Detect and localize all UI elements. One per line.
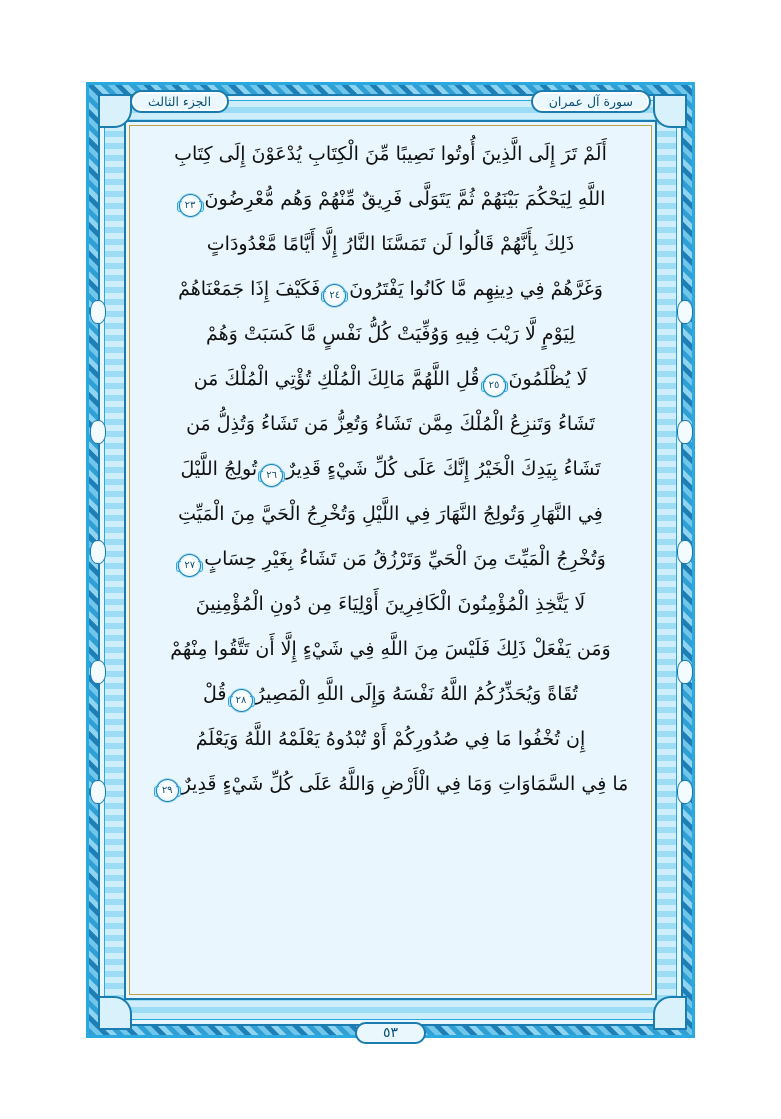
ayah-line [136, 177, 645, 222]
ayah-line [136, 357, 645, 402]
ayah-line [136, 582, 645, 627]
ayah-text: لِيَوْمٍ لَّا رَيْبَ فِيهِ وَوُفِّيَتْ كُلُّ نَفْسٍ مَّا كَسَبَتْ وَهُمْ [206, 323, 575, 345]
ayah-text: اللَّهِ لِيَحْكُمَ بَيْنَهُمْ ثُمَّ يَتَوَلَّى فَرِيقٌ مِّنْهُمْ وَهُم مُّعْرِضُونَ [204, 188, 606, 210]
side-medallion [90, 540, 106, 564]
ayah-line [136, 717, 645, 762]
ayah-text: ذَلِكَ بِأَنَّهُمْ قَالُوا لَن تَمَسَّنَا النَّارُ إِلَّا أَيَّامًا مَّعْدُودَاتٍ [206, 233, 575, 255]
ayah-text-continued: قُلْ [203, 683, 227, 705]
ayah-number-marker: ٢٩ [156, 779, 179, 802]
ayah-text: أَلَمْ تَرَ إِلَى الَّذِينَ أُوتُوا نَصِيبًا مِّنَ الْكِتَابِ يُدْعَوْنَ إِلَى كِتَابِ [174, 143, 607, 165]
ayah-text-continued: تُولِجُ اللَّيْلَ [180, 458, 258, 480]
ayah-text: وَغَرَّهُمْ فِي دِينِهِم مَّا كَانُوا يَفْتَرُونَ [349, 278, 603, 300]
ayah-number-marker: ٢٣ [179, 194, 202, 217]
ayah-line [136, 447, 645, 492]
ayah-number-marker: ٢٦ [260, 464, 283, 487]
ayah-number-marker: ٢٨ [230, 689, 253, 712]
side-medallion [677, 780, 693, 804]
ayah-line [136, 132, 645, 177]
ayah-text: لَا يُظْلَمُونَ [508, 368, 588, 390]
side-medallion [677, 660, 693, 684]
side-medallion [90, 660, 106, 684]
ayah-line [136, 672, 645, 717]
ayah-text: مَا فِي السَّمَاوَاتِ وَمَا فِي الْأَرْضِ وَاللَّهُ عَلَى كُلِّ شَيْءٍ قَدِيرٌ [181, 773, 629, 795]
ayah-line [136, 627, 645, 672]
ayah-line [136, 537, 645, 582]
ayah-text: فِي النَّهَارِ وَتُولِجُ النَّهَارَ فِي اللَّيْلِ وَتُخْرِجُ الْحَيَّ مِنَ الْمَيِّتِ [178, 503, 603, 525]
ayah-number-marker: ٢٧ [178, 554, 201, 577]
ayah-line [136, 312, 645, 357]
side-medallion [90, 420, 106, 444]
quran-text-body [136, 132, 645, 988]
ayah-line [136, 762, 645, 807]
ayah-text: وَتُخْرِجُ الْمَيِّتَ مِنَ الْحَيِّ وَتَرْزُقُ مَن تَشَاءُ بِغَيْرِ حِسَابٍ [204, 548, 606, 570]
juz-cartouche: الجزء الثالث [130, 90, 229, 113]
ayah-number-marker: ٢٥ [483, 374, 506, 397]
page-footer [0, 1022, 781, 1044]
side-medallion [90, 780, 106, 804]
ayah-text: تَشَاءُ وَتَنزِعُ الْمُلْكَ مِمَّن تَشَاءُ وَتُعِزُّ مَن تَشَاءُ وَتُذِلُّ مَن [186, 413, 595, 435]
surah-cartouche: سورة آل عمران [531, 90, 651, 113]
side-medallion [677, 300, 693, 324]
ayah-line [136, 402, 645, 447]
ayah-text-continued: قُلِ اللَّهُمَّ مَالِكَ الْمُلْكِ تُؤْتِي الْمُلْكَ مَن [193, 368, 480, 390]
side-medallion [90, 300, 106, 324]
ayah-text: تَشَاءُ بِيَدِكَ الْخَيْرُ إِنَّكَ عَلَى كُلِّ شَيْءٍ قَدِيرٌ [286, 458, 601, 480]
ayah-line [136, 267, 645, 312]
ayah-text: لَا يَتَّخِذِ الْمُؤْمِنُونَ الْكَافِرِينَ أَوْلِيَاءَ مِن دُونِ الْمُؤْمِنِينَ [195, 593, 586, 615]
side-medallion [677, 540, 693, 564]
ayah-line [136, 222, 645, 267]
side-medallion [677, 420, 693, 444]
ayah-text: تُقَاةً وَيُحَذِّرُكُمُ اللَّهُ نَفْسَهُ وَإِلَى اللَّهِ الْمَصِيرُ [255, 683, 578, 705]
ayah-number-marker: ٢٤ [323, 284, 346, 307]
ayah-text: إِن تُخْفُوا مَا فِي صُدُورِكُمْ أَوْ تُبْدُوهُ يَعْلَمْهُ اللَّهُ وَيَعْلَمُ [195, 728, 586, 750]
ayah-text-continued: فَكَيْفَ إِذَا جَمَعْنَاهُمْ [178, 278, 321, 300]
page-number: ٥٣ [355, 1022, 426, 1044]
page-header [104, 84, 677, 118]
ayah-text: وَمَن يَفْعَلْ ذَلِكَ فَلَيْسَ مِنَ اللَّهِ فِي شَيْءٍ إِلَّا أَن تَتَّقُوا مِنْهُمْ [170, 638, 611, 660]
ayah-line [136, 492, 645, 537]
